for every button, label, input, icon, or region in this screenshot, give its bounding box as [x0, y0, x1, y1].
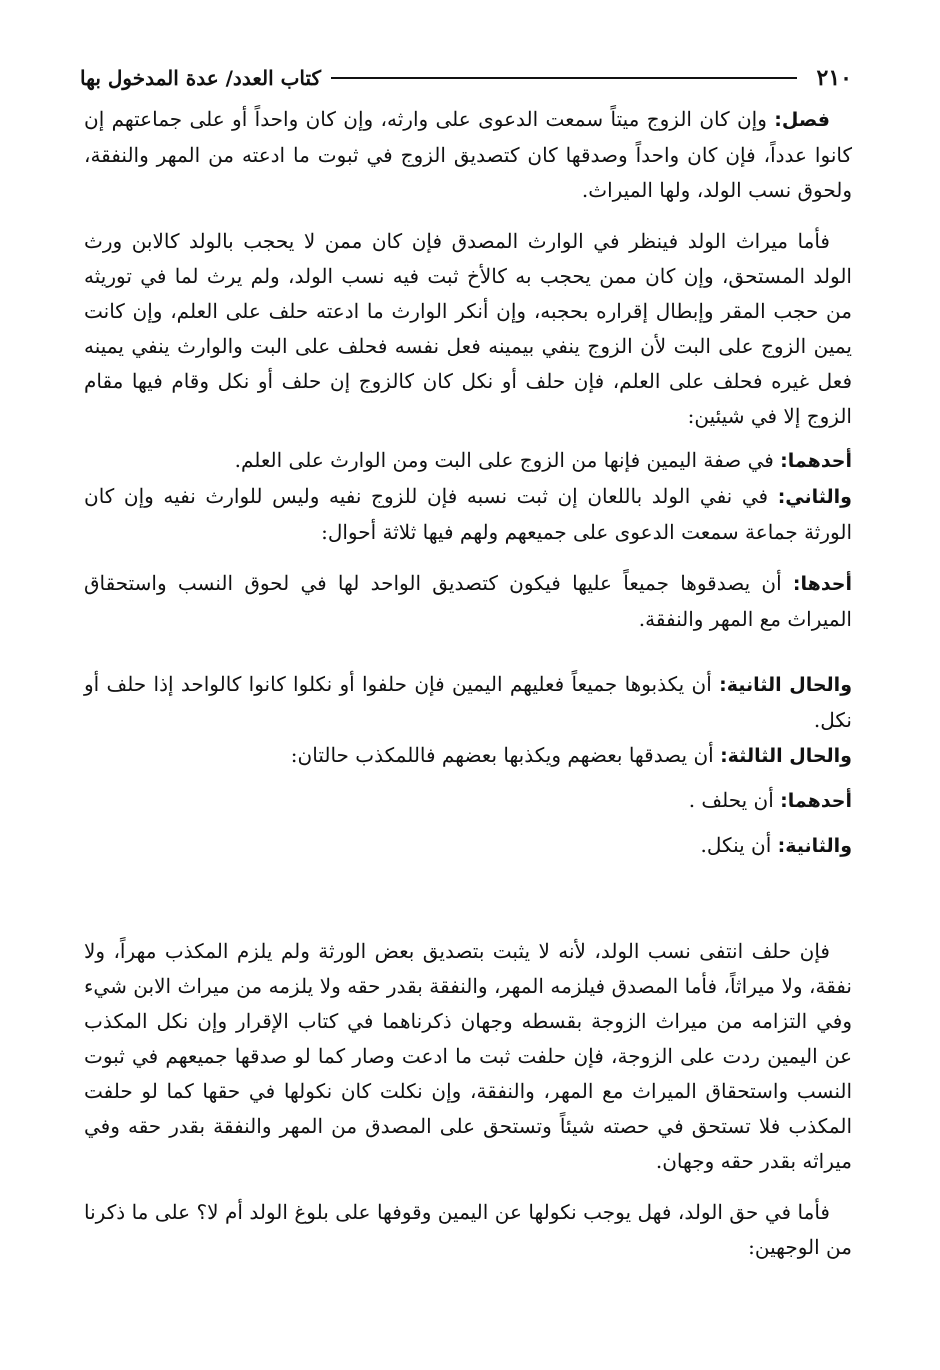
page-body	[84, 102, 852, 1265]
paragraph-text: فأما ميراث الولد فينظر في الوارث المصدق فإن كان ممن لا يحجب بالولد كالابن ورث الولد المستحق، وإن كان ممن يحجب به كالأخ ثبت فيه نسب الولد، ولم يرث لما في توريثه من حجب المقر وإبطال إقراره بحجبه، وإن أنكر الوارث ما ادعته حلف على العلم، وإن كانت يمين الزوج على البت لأن الزوج ينفي بيمينه فعل نفسه فحلف على البت والوارث ينفي يمينه فعل غيره فحلف على العلم، فإن حلف أو نكل كان كالزوج إن حلف أو نكل وقام فيها مقام الزوج إلا في شيئين:	[84, 229, 852, 428]
paragraph-case-refuse	[84, 828, 852, 864]
paragraph-if-swear	[84, 934, 852, 1179]
paragraph-lead: والحال الثالثة:	[720, 745, 852, 767]
paragraph-text: أن يصدقوها جميعاً عليها فيكون كتصديق الواحد لها في لحوق النسب واستحقاق الميراث مع المهر والنفقة.	[84, 571, 852, 631]
paragraph-fasl	[84, 102, 852, 208]
paragraph-text: أن يكذبوها جميعاً فعليهم اليمين فإن حلفوا أو نكلوا كانوا كالواحد إذا حلف أو نكل.	[84, 672, 852, 732]
paragraph-text: وإن كان الزوج ميتاً سمعت الدعوى على وارثه، وإن كان واحداً أو على جماعتهم إن كانوا عدداً، فإن كان واحداً وصدقها كان كتصديق الزوج في ثبوت ما ادعته من المهر والنفقة، ولحوق نسب الولد، ولها الميراث.	[84, 107, 852, 202]
paragraph-text: أن يحلف .	[688, 788, 781, 812]
paragraph-first-exception	[84, 443, 852, 479]
paragraph-lead: أحدهما:	[780, 790, 852, 812]
paragraph-lead: فصل:	[774, 109, 830, 131]
paragraph-lead: والثاني:	[777, 486, 852, 508]
paragraph-state-one	[84, 566, 852, 637]
paragraph-child-right	[84, 1195, 852, 1265]
paragraph-state-three	[84, 738, 852, 774]
paragraph-text: أن يصدقها بعضهم ويكذبها بعضهم فاللمكذب حالتان:	[290, 743, 721, 767]
paragraph-second-exception	[84, 479, 852, 550]
paragraph-lead: والحال الثانية:	[719, 674, 853, 696]
page-number: ٢١٠	[816, 65, 852, 91]
paragraph-lead: أحدها:	[792, 573, 852, 595]
paragraph-text: في نفي الولد باللعان إن ثبت نسبه فإن للزوج نفيه وليس للوارث نفيه وإن كان الورثة جماعة سمعت الدعوى على جميعهم ولهم فيها ثلاثة أحوال:	[84, 484, 852, 544]
header-rule	[331, 77, 796, 79]
paragraph-text: فأما في حق الولد، فهل يوجب نكولها عن اليمين وقوفها على بلوغ الولد أم لا؟ على ما ذكرنا من الوجهين:	[84, 1200, 852, 1259]
paragraph-state-two	[84, 667, 852, 738]
paragraph-lead: أحدهما:	[780, 450, 852, 472]
paragraph-text: في صفة اليمين فإنها من الزوج على البت ومن الوارث على العلم.	[234, 448, 781, 472]
chapter-title: كتاب العدد/ عدة المدخول بها	[80, 66, 322, 90]
paragraph-text: أن ينكل.	[700, 833, 778, 857]
running-header	[80, 60, 852, 96]
paragraph-inheritance	[84, 224, 852, 434]
paragraph-lead: والثانية:	[777, 835, 852, 857]
paragraph-case-swear	[84, 783, 852, 819]
paragraph-text: فإن حلف انتفى نسب الولد، لأنه لا يثبت بتصديق بعض الورثة ولم يلزم المكذب مهراً، ولا نفقة، ولا ميراثاً، فأما المصدق فيلزمه المهر، والنفقة بقدر حقه ولا يلزمه من ميراث الابن شيء وفي التزامه من ميراث الزوجة بقسطه وجهان ذكرناهما في كتاب الإقرار وإن نكل المكذب عن اليمين ردت على الزوجة، فإن حلفت ثبت ما ادعت وصار كما لو صدقها جميعهم في ثبوت النسب واستحقاق الميراث مع المهر، والنفقة، وإن نكلت كان نكولها في حقها كما لو حلفت المكذب فلا تستحق في حصته شيئاً وتستحق على المصدق من المهر والنفقة بقدر حقه وفي ميراثه بقدر حقه وجهان.	[84, 939, 852, 1173]
